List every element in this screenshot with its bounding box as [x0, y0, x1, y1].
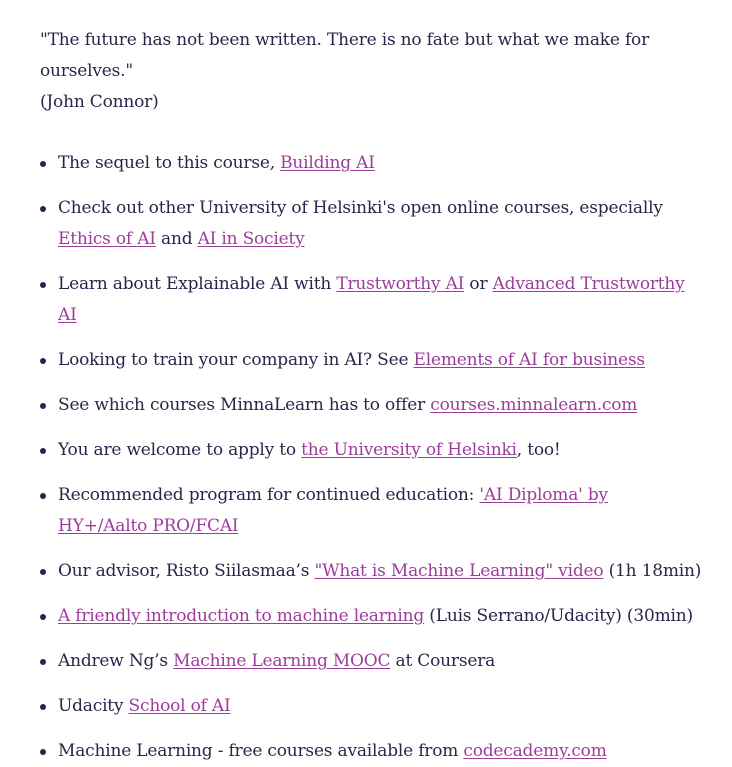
- quote-text: "The future has not been written. There is no fate but what we make for ourselves.": [40, 30, 650, 81]
- link-ethics-of-ai[interactable]: Ethics of AI: [58, 229, 156, 249]
- link-ai-in-society[interactable]: AI in Society: [197, 229, 305, 249]
- item-text: , too!: [516, 440, 561, 460]
- item-text: Looking to train your company in AI? See: [58, 350, 414, 370]
- link-advanced-trustworthy-ai[interactable]: Advanced Trustworthy AI: [58, 274, 685, 325]
- link-ai-diploma[interactable]: 'AI Diploma' by HY+/Aalto PRO/FCAI: [58, 485, 608, 536]
- item-text: See which courses MinnaLearn has to offer: [58, 395, 431, 415]
- link-minnalearn-courses[interactable]: courses.minnalearn.com: [430, 395, 638, 415]
- item-text: (Luis Serrano/Udacity) (30min): [424, 606, 693, 626]
- bullet-icon: [40, 282, 46, 288]
- item-text: You are welcome to apply to: [58, 440, 302, 460]
- bullet-icon: [40, 403, 46, 409]
- bullet-icon: [40, 704, 46, 710]
- list-item: [40, 601, 702, 632]
- link-trustworthy-ai[interactable]: Trustworthy AI: [336, 274, 465, 294]
- link-friendly-intro-ml[interactable]: A friendly introduction to machine learning: [58, 606, 425, 626]
- link-ml-mooc[interactable]: Machine Learning MOOC: [173, 651, 391, 671]
- bullet-icon: [40, 569, 46, 575]
- bullet-icon: [40, 659, 46, 665]
- bullet-icon: [40, 614, 46, 620]
- quote-author: (John Connor): [40, 92, 159, 112]
- list-item: [40, 193, 702, 255]
- link-codecademy[interactable]: codecademy.com: [463, 741, 607, 761]
- list-item: [40, 390, 702, 421]
- list-item: [40, 480, 702, 542]
- item-text: at Coursera: [390, 651, 496, 671]
- list-item: [40, 691, 702, 722]
- resource-list: [40, 148, 702, 767]
- bullet-icon: [40, 161, 46, 167]
- link-elements-of-ai-for-business[interactable]: Elements of AI for business: [413, 350, 645, 370]
- link-university-of-helsinki[interactable]: the University of Helsinki: [301, 440, 517, 460]
- item-text: Check out other University of Helsinki's open online courses, especially: [58, 198, 663, 218]
- bullet-icon: [40, 749, 46, 755]
- bullet-icon: [40, 448, 46, 454]
- item-text: Machine Learning - free courses available from: [58, 741, 464, 761]
- list-item: [40, 148, 702, 179]
- bullet-icon: [40, 206, 46, 212]
- item-text: (1h 18min): [603, 561, 702, 581]
- list-item: [40, 345, 702, 376]
- bullet-icon: [40, 358, 46, 364]
- list-item: [40, 269, 702, 331]
- list-item: [40, 646, 702, 677]
- item-text: and: [155, 229, 198, 249]
- item-text: Learn about Explainable AI with: [58, 274, 337, 294]
- link-what-is-ml-video[interactable]: "What is Machine Learning" video: [314, 561, 604, 581]
- link-building-ai[interactable]: Building AI: [280, 153, 375, 173]
- bullet-icon: [40, 493, 46, 499]
- quote-block: [40, 25, 702, 118]
- list-item: [40, 435, 702, 466]
- link-school-of-ai[interactable]: School of AI: [128, 696, 231, 716]
- list-item: [40, 556, 702, 587]
- item-text: Udacity: [58, 696, 129, 716]
- item-text: Andrew Ng’s: [58, 651, 174, 671]
- item-text: or: [464, 274, 493, 294]
- item-text: The sequel to this course,: [58, 153, 281, 173]
- item-text: Recommended program for continued education:: [58, 485, 480, 505]
- item-text: Our advisor, Risto Siilasmaa’s: [58, 561, 315, 581]
- list-item: [40, 736, 702, 767]
